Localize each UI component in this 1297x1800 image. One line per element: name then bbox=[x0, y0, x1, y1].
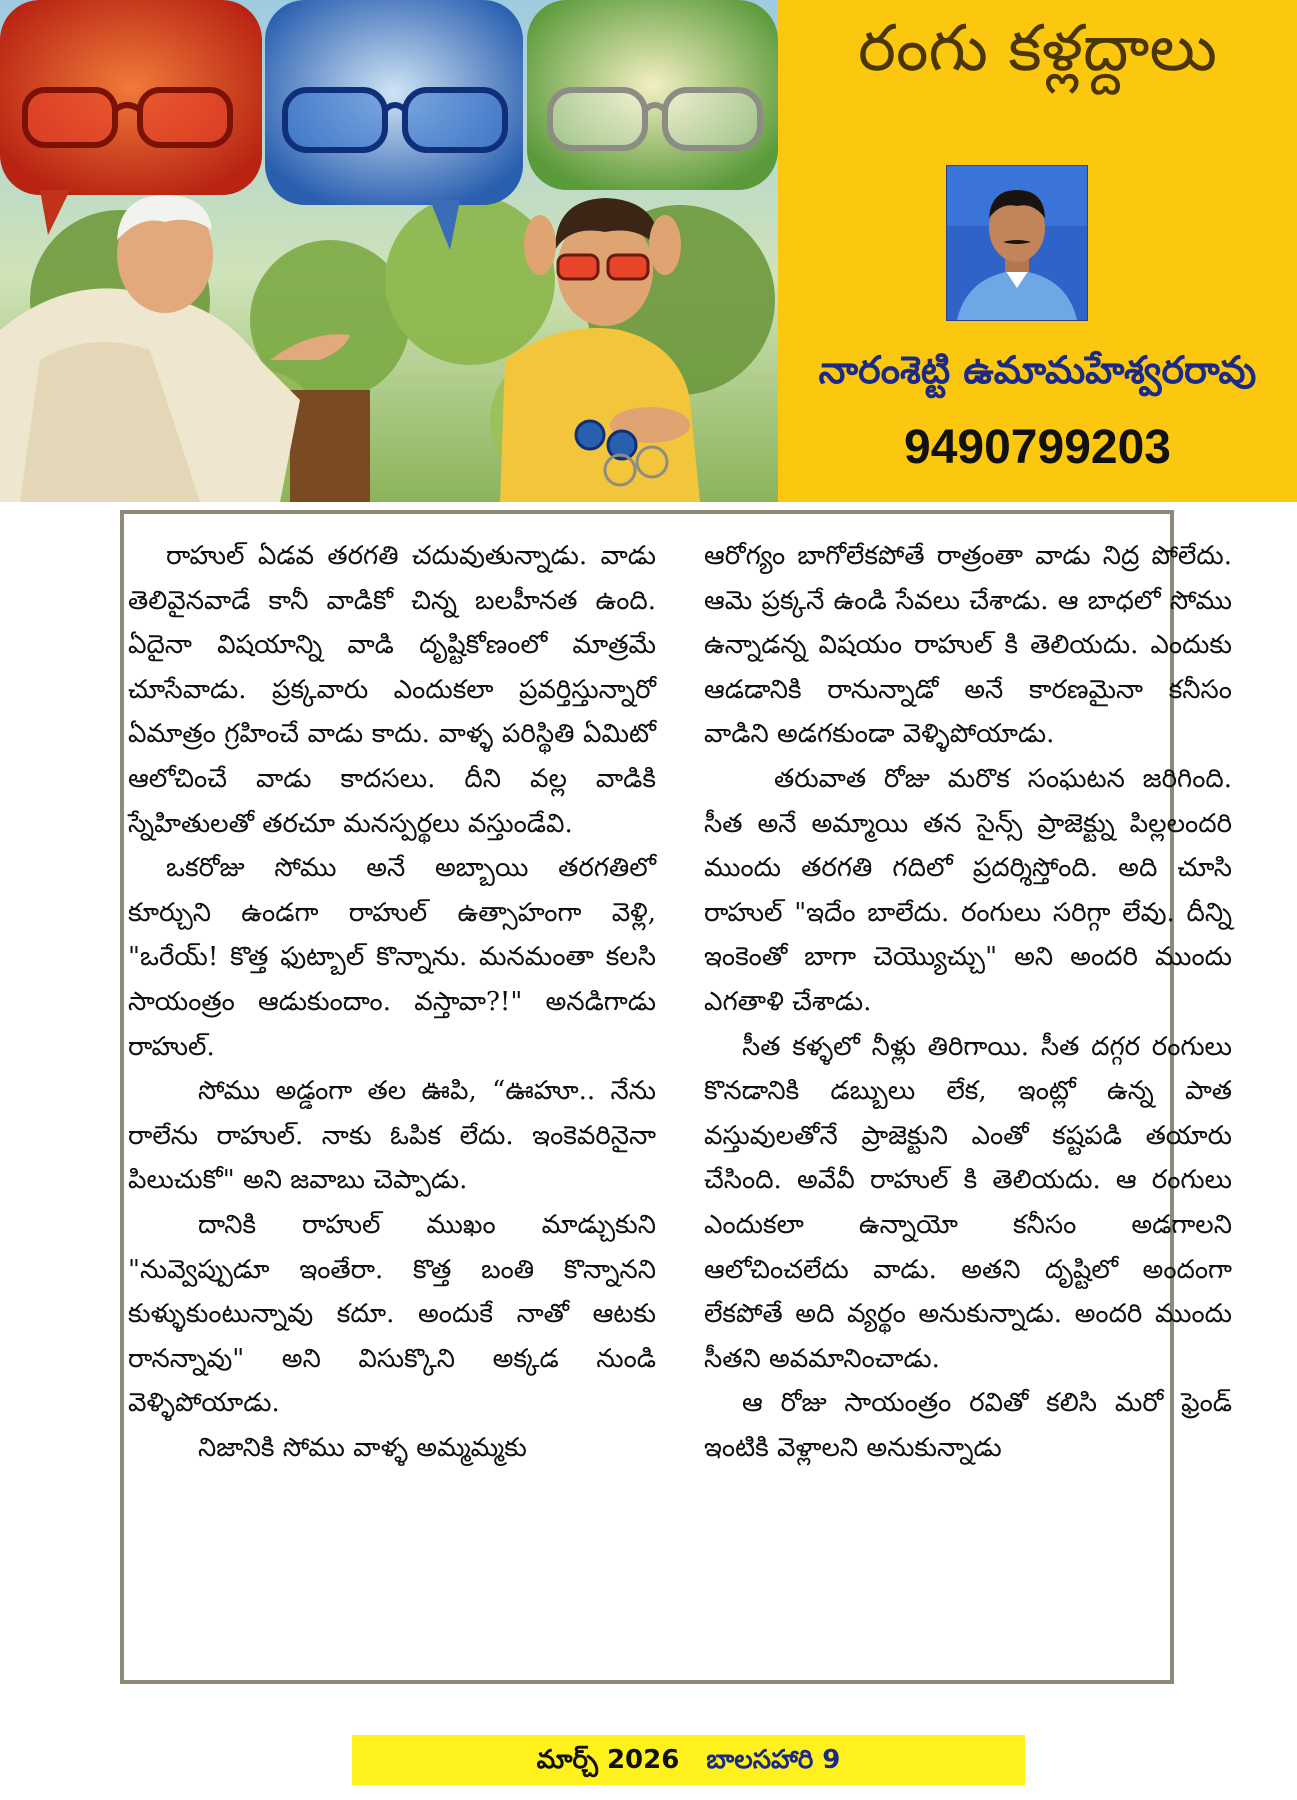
story-paragraph: రాహుల్ ఏడవ తరగతి చదువుతున్నాడు. వాడు తెలివైనవాడే కానీ వాడికో చిన్న బలహీనత ఉంది. ఏదైనా విషయాన్ని వాడి దృష్టికోణంలో మాత్రమే చూసేవాడు. ప్రక్కవారు ఎందుకలా ప్రవర్తిస్తున్నారో ఏమాత్రం గ్రహించే వాడు కాదు. వాళ్ళ పరిస్థితి ఏమిటో ఆలోచించే వాడు కాదసలు. దీని వల్ల వాడికి స్నేహితులతో తరచూ మనస్పర్థలు వస్తుండేవి. bbox=[128, 541, 656, 839]
story-paragraph: తరువాత రోజు మరొక సంఘటన జరిగింది. సీత అనే అమ్మాయి తన సైన్స్ ప్రాజెక్ట్ను పిల్లలందరి ముందు తరగతి గదిలో ప్రదర్శిస్తోంది. అది చూసి రాహుల్ "ఇదేం బాలేదు. రంగులు సరిగ్గా లేవు. దీన్ని ఇంకెంతో బాగా చెయ్యొచ్చు" అని అందరి ముందు ఎగతాళి చేశాడు. bbox=[704, 763, 1232, 1017]
author-photo bbox=[946, 165, 1088, 321]
story-paragraph: దానికి రాహుల్ ముఖం మాడ్చుకుని "నువ్వెప్పుడూ ఇంతేరా. కొత్త బంతి కొన్నానని కుళ్ళుకుంటున్నావు కదూ. అందుకే నాతో ఆటకు రానన్నావు" అని విసుక్కొని అక్కడ నుండి వెళ్ళిపోయాడు. bbox=[128, 1209, 656, 1419]
story-paragraph: ఒకరోజు సోము అనే అబ్బాయి తరగతిలో కూర్చుని ఉండగా రాహుల్ ఉత్సాహంగా వెళ్లి, "ఒరేయ్! కొత్త ఫుట్బాల్ కొన్నాను. మనమంతా కలసి సాయంత్రం ఆడుకుందాం. వస్తావా?!" అనడిగాడు రాహుల్. bbox=[128, 853, 656, 1062]
chair bbox=[290, 390, 370, 502]
story-paragraph: ఆ రోజు సాయంత్రం రవితో కలిసి మరో ఫ్రెండ్ ఇంటికి వెళ్లాలని అనుకున్నాడు bbox=[704, 1388, 1232, 1463]
story-illustration bbox=[0, 0, 778, 502]
story-column-right bbox=[704, 534, 1232, 1470]
story-paragraph: సీత కళ్ళలో నీళ్లు తిరిగాయి. సీత దగ్గర రంగులు కొనడానికి డబ్బులు లేక, ఇంట్లో ఉన్న పాత వస్తువులతోనే ప్రాజెక్టుని ఎంతో కష్టపడి తయారు చేసింది. అవేవీ రాహుల్ కి తెలియదు. ఆ రంగులు ఎందుకలా ఉన్నాయో కనీసం అడగాలని ఆలోచించలేదు వాడు. అతని దృష్టిలో అందంగా లేకపోతే అది వ్యర్థం అనుకున్నాడు. అందరి ముందు సీతని అవమానించాడు. bbox=[704, 1031, 1232, 1374]
story-frame bbox=[120, 510, 1232, 1684]
author-name: నారంశెట్టి ఉమామహేశ్వరరావు bbox=[818, 348, 1257, 392]
author-phone: 9490799203 bbox=[904, 421, 1171, 474]
story-paragraph: సోము అడ్డంగా తల ఊపి, “ఊహూ.. నేను రాలేను రాహుల్. నాకు ఓపిక లేదు. ఇంకెవరినైనా పిలుచుకో" అని జవాబు చెప్పాడు. bbox=[128, 1076, 656, 1196]
page-footer bbox=[352, 1735, 1025, 1785]
story-column-left bbox=[128, 534, 656, 1470]
story-paragraph: ఆరోగ్యం బాగోలేకపోతే రాత్రంతా వాడు నిద్ర పోలేదు. ఆమె ప్రక్కనే ఉండి సేవలు చేశాడు. ఆ బాధలో సోము ఉన్నాడన్న విషయం రాహుల్ కి తెలియదు. ఎందుకు ఆడడానికి రానున్నాడో అనే కారణమైనా కనీసం వాడిని అడగకుండా వెళ్ళిపోయాడు. bbox=[704, 541, 1232, 750]
story-title: రంగు కళ్లద్దాలు bbox=[858, 12, 1217, 86]
magazine-page-label: బాలసహారి 9 bbox=[706, 1745, 841, 1775]
story-paragraph: నిజానికి సోము వాళ్ళ అమ్మమ్మకు bbox=[198, 1432, 527, 1463]
header-panel bbox=[778, 0, 1297, 502]
issue-date: మార్చ్ 2026 bbox=[536, 1745, 680, 1775]
